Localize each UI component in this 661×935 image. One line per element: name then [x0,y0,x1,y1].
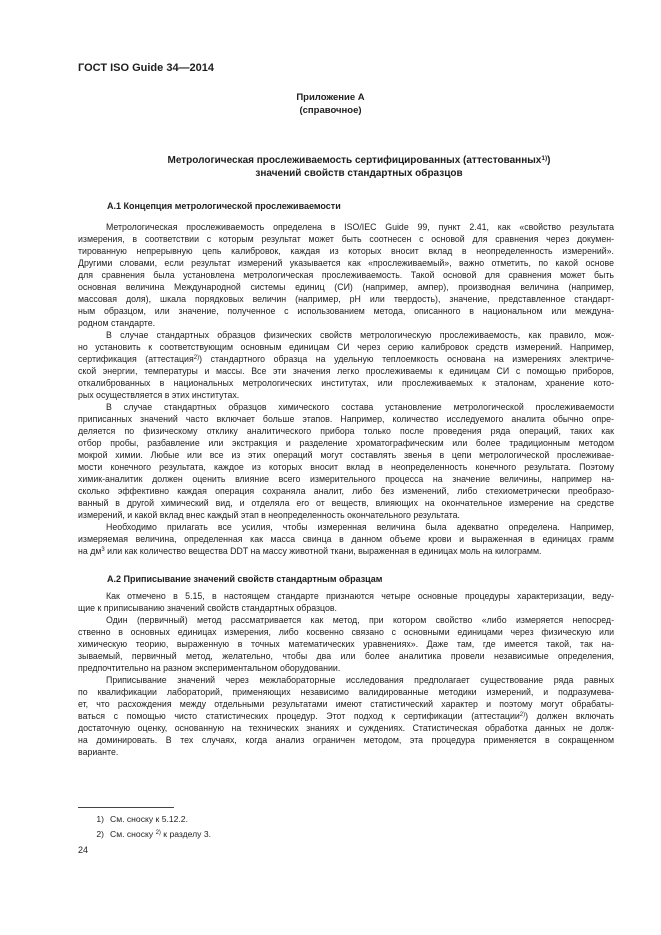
text-line [78,521,614,533]
title-footnote-ref: 1) [541,155,548,162]
text-run: варианте. [78,747,119,757]
footnote-2 [78,828,211,840]
text-run: химическую теорию, выраженную в точных математических уравнениях». Даже там, где имеется такой, так на- [78,639,614,649]
text-line [78,722,614,734]
text-line [78,710,614,722]
text-line [78,686,614,698]
text-line [78,626,614,638]
text-run: измеряемая величина, определенная как масса свинца в данном объеме крови и выраженная в единицах грамм [78,534,614,544]
text-line [78,245,614,257]
text-run: ) стандартного образца на удельную теплоемкость основана на измерениях электриче- [199,354,614,364]
title-text-b: ) [547,155,551,166]
text-run: Один (первичный) метод рассматривается как метод, при котором свойство «либо измеряется непосред- [106,615,614,625]
text-line [78,590,614,602]
text-line [78,449,614,461]
text-line [78,389,614,401]
text-run: или как количество вещества DDT на массу животной ткани, выраженная в единицах моль на килограмм. [104,546,542,556]
section-body-a2 [78,590,614,758]
text-run: сертификация (аттестация [78,354,194,364]
text-run: отбор пробы, разбавление или экстракция и разделение хроматографическим или более традиционным методом [78,438,614,448]
text-run: основная величина Международной системы единиц (СИ) (например, ампер), производная величина (например, [78,282,614,292]
text-run: ) должен включать [525,711,614,721]
footnote-ref: 3 [101,547,105,553]
annex-title: Приложение А [296,92,365,103]
footnote-ref: 2) [155,830,161,836]
text-run: для сравнения была установлена метрологическая прослеживаемость. Такой основой для сравнения может быть [78,270,614,280]
text-line [78,662,614,674]
footnote-ref: 2) [193,355,200,361]
text-line [78,401,614,413]
text-line [78,305,614,317]
text-line [78,425,614,437]
standard-header: ГОСТ ISO Guide 34—2014 [78,62,215,74]
text-run: приписанных значений часто включает больше этапов. Например, количество исследуемого аналита обычно опре- [78,414,614,424]
text-run: зываемый, первичный метод, желательно, чтобы два или более аналитика провели независимые определения, [78,651,614,661]
text-run: Другими словами, если результат измерений указывается как «прослеживаемый», важно отметить, по какой основе [78,258,614,268]
text-run: ской энергии, температуры и массы. Все эти значения легко прослеживаемы к единицам СИ с помощью приборов, [78,366,614,376]
text-line [78,650,614,662]
footnote-text-b: к разделу 3. [160,829,212,839]
text-run: В случае стандартных образцов химического состава установление метрологической прослеживаемости [106,402,614,412]
text-line [78,221,614,233]
text-line [78,353,614,365]
title-text-a: Метрологическая прослеживаемость сертифицированных (аттестованных [167,155,542,166]
text-line [78,509,614,521]
text-run: химик-аналитик должен оценить влияние всего измерительного процесса на значение величины, например на- [78,474,614,484]
text-run: на доминировать. В тех случаях, когда анализ ограничен методом, эта процедура применяется в сокращенном [78,735,614,745]
document-title-line-1 [78,154,640,167]
text-line [78,365,614,377]
footnote-number: 2) [96,829,104,839]
text-run: ет, что расхождения между отдельными результатами имеют статистический характер и поэтому могут обрабаты- [78,699,614,709]
text-run: Приписывание значений через межлабораторные исследования предполагает существование ряда равных [106,675,614,685]
text-line [78,269,614,281]
text-line [78,533,614,545]
text-line [78,698,614,710]
footnote-1 [78,813,188,825]
text-line [78,674,614,686]
page-number: 24 [78,845,89,855]
text-run: ственно в основных единицах измерения, либо косвенно связано с основными единицами через физическую или [78,627,614,637]
text-run: достаточную оценку, основанную на технических знаниях и суждениях. Статистическая обработка данных не долж- [78,723,614,733]
text-line [78,377,614,389]
text-run: тированную непрерывную цепь калибровок, каждая из которых вносит вклад в неопределенность измерений». [78,246,614,256]
text-line [78,317,614,329]
text-run: мокрой химии. Любые или все из этих операций могут составлять звенья в цепи метрологической прослеживае- [78,450,614,460]
text-run: Метрологическая прослеживаемость определена в ISO/IEC Guide 99, пункт 2.41, как «свойство результата [106,222,614,232]
text-line [78,437,614,449]
text-run: предпочтительно на разном экспериментальном оборудовании. [78,663,341,673]
section-body-a1 [78,221,614,557]
text-run: сколько эффективно каждая операция сохраняла аналит, либо без изменений, либо стехиометрически преобразо- [78,486,614,496]
text-line [78,614,614,626]
text-run: по квалификации лабораторий, применяющих независимо валидированные методики измерений, и подразумева- [78,687,614,697]
text-line [78,293,614,305]
footnote-ref: 2) [519,712,526,718]
text-line [78,497,614,509]
text-run: ваться с помощью чисто статистических процедур. Этот подход к сертификации (аттестации [78,711,520,721]
text-run: массовая доля), шкала порядковых величин (например, рН или твердость), значение, представленное стандарт- [78,294,614,304]
footnote-text-a: См. сноску [110,829,156,839]
text-line [78,329,614,341]
text-run: рых осуществляется в этих институтах. [78,390,240,400]
text-line [78,734,614,746]
text-line [78,341,614,353]
annex-subtitle: (справочное) [299,105,362,116]
text-run: родном стандарте. [78,318,156,328]
text-run: измерения, в соответствии с которым результат может быть соотнесен с основой для сравнения через докумен- [78,234,614,244]
section-heading-a2: А.2 Приписывание значений свойств стандартным образцам [107,574,383,584]
text-line [78,746,614,758]
text-run: щие к приписыванию значений свойств стандартных образцов. [78,603,338,613]
document-title-line-2: значений свойств стандартных образцов [255,168,463,179]
text-run: ным образцом, или значение, полученное с использованием метода, описанного в национальном или междуна- [78,306,614,316]
text-line [78,473,614,485]
text-run: мости конечного результата, каждое из которых вносит вклад в неопределенность конечного результата. Поэтому [78,462,614,472]
text-run: откалиброванных в национальных метрологических институтах, или прослеживаемых к эталонам, хранение кото- [78,378,614,388]
footnote-divider [78,807,174,808]
text-run: Необходимо прилагать все усилия, чтобы измеренная величина была адекватно определена. Например, [106,522,614,532]
text-run: Как отмечено в 5.15, в настоящем стандарте признаются четыре основные процедуры характеризации, веду- [106,591,614,601]
text-line [78,485,614,497]
text-run: измерений, и какой вклад внес каждый этап в неопределенность окончательного результата. [78,510,460,520]
text-line [78,638,614,650]
text-line [78,257,614,269]
footnote-number: 1) [96,814,104,824]
text-line [78,233,614,245]
text-run: деляется по физическому отклику аналитического прибора только после проведения ряда операций, таких как [78,426,614,436]
text-run: В случае стандартных образцов физических свойств метрологическую прослеживаемость, как правило, мож- [106,330,614,340]
text-line [78,545,614,557]
footnote-text: См. сноску к 5.12.2. [110,814,188,824]
text-line [78,602,614,614]
text-run: на дм [78,546,102,556]
text-run: ванный в другой химический вид, и отделяла его от веществ, влияющих на окончательное измерение на средстве [78,498,614,508]
text-line [78,281,614,293]
text-line [78,461,614,473]
section-heading-a1: А.1 Концепция метрологической прослеживаемости [107,201,341,211]
text-line [78,413,614,425]
text-run: но установить к соответствующим основным единицам СИ через серию калибровок средств измерений. Например, [78,342,614,352]
